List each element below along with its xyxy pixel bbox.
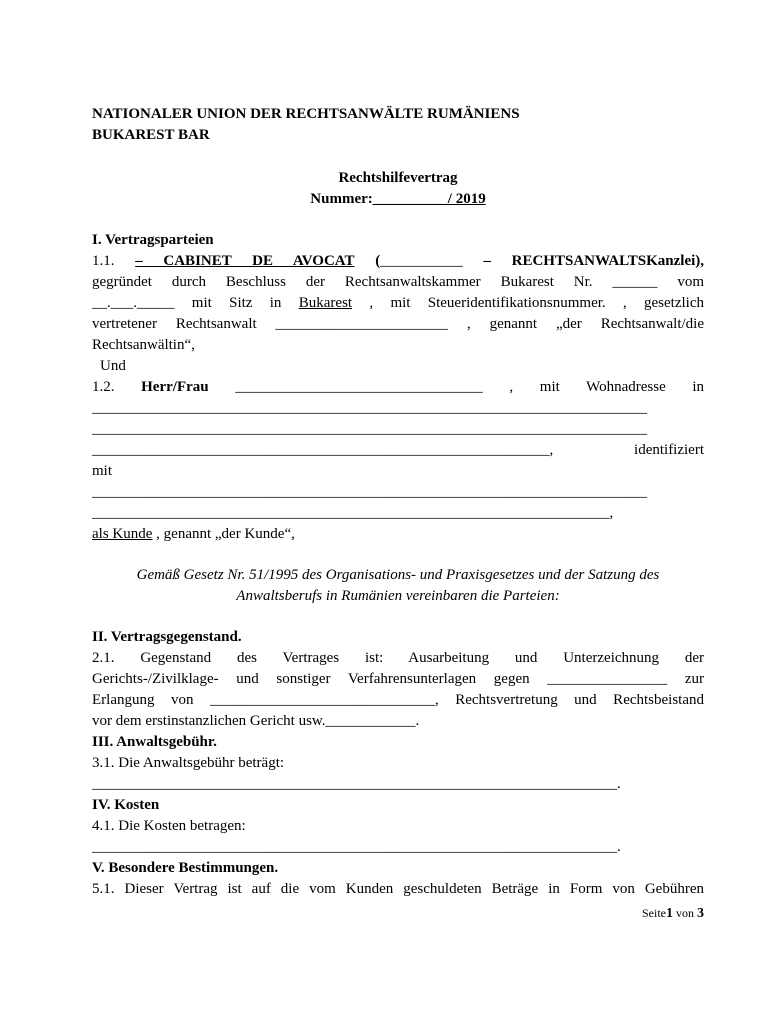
ident-blank-2: _____________________________________________________________________,: [92, 505, 614, 521]
fee-blank: ______________________________________________________________________.: [92, 776, 621, 792]
s2-line3: Erlangung von ______________________________, Rechtsvertretung und Rechtsbeistand: [92, 692, 704, 708]
page-footer: [92, 906, 704, 922]
mit-word: mit: [92, 463, 113, 479]
und-label: Und: [100, 358, 126, 374]
p11-line1: [92, 251, 704, 272]
cost-blank: ______________________________________________________________________.: [92, 839, 621, 855]
footer-page-total: 3: [697, 906, 704, 921]
footer-seite: Seite: [642, 906, 666, 920]
p11-line3: [92, 293, 704, 314]
p12-blank: _________________________________: [235, 379, 483, 395]
p11-open: (: [375, 253, 381, 269]
s5-line1: 5.1. Dieser Vertrag ist auf die vom Kunden geschuldeten Beträge in Form von Gebühren: [92, 881, 704, 897]
s3-line1: 3.1. Die Anwaltsgebühr beträgt:: [92, 755, 285, 771]
number-blank: __________: [372, 191, 448, 207]
preamble-line-1: Gemäß Gesetz Nr. 51/1995 des Organisations- und Praxisgesetzes und der Satzung des: [136, 567, 660, 583]
header-line-1: NATIONALER UNION DER RECHTSANWÄLTE RUMÄNIENS: [92, 106, 520, 122]
preamble-line-2: Anwaltsberufs in Rumänien vereinbaren die Parteien:: [236, 588, 560, 604]
ident-line: [92, 440, 704, 461]
document-page: [92, 104, 704, 900]
s2-line1: 2.1. Gegenstand des Vertrages ist: Ausarbeitung und Unterzeichnung der: [92, 650, 704, 666]
section3-heading: III. Anwaltsgebühr.: [92, 734, 217, 750]
s2-line4: vor dem erstinstanzlichen Gericht usw.____________.: [92, 713, 420, 729]
p12-line1: [92, 377, 704, 398]
number-year: / 2019: [447, 191, 486, 207]
section5-heading: V. Besondere Bestimmungen.: [92, 860, 279, 876]
s4-line1: 4.1. Die Kosten betragen:: [92, 818, 246, 834]
ident-blank-1: __________________________________________________________________________: [92, 484, 647, 500]
section4-heading: IV. Kosten: [92, 797, 160, 813]
s2-line2: Gerichts-/Zivilklage- und sonstiger Verfahrensunterlagen gegen ________________ zur: [92, 671, 704, 687]
p12-num: 1.2.: [92, 379, 115, 395]
ident-word: identifiziert: [634, 442, 704, 458]
contract-title: Rechtshilfevertrag: [338, 170, 458, 186]
p11-line5: Rechtsanwältin“,: [92, 337, 195, 353]
p11-city: Bukarest: [298, 295, 353, 311]
p11-num: 1.1.: [92, 253, 115, 269]
p11-line3b: , mit Steueridentifikationsnummer. , gesetzlich: [369, 295, 704, 311]
p12-herr: Herr/Frau: [141, 379, 209, 395]
p11-rest: – RECHTSANWALTSKanzlei),: [483, 253, 705, 269]
number-label: Nummer:: [310, 191, 373, 207]
footer-von: von: [676, 906, 694, 920]
kunde-rest: , genannt „der Kunde“,: [156, 526, 295, 542]
p11-line4: vertretener Rechtsanwalt _______________________ , genannt „der Rechtsanwalt/die: [92, 316, 704, 332]
kunde-label: als Kunde: [92, 526, 153, 542]
p11-line2: gegründet durch Beschluss der Rechtsanwaltskammer Bukarest Nr. ______ vom: [92, 274, 704, 290]
header-line-2: BUKAREST BAR: [92, 127, 210, 143]
p11-line3a: __.___._____ mit Sitz in: [92, 295, 282, 311]
kunde-line: [92, 524, 704, 545]
p11-blank: ___________: [380, 253, 463, 269]
address-blank-1: __________________________________________________________________________: [92, 400, 647, 416]
footer-page-number: 1: [666, 906, 673, 921]
section2-heading: II. Vertragsgegenstand.: [92, 629, 242, 645]
address-blank-2: __________________________________________________________________________: [92, 421, 647, 437]
ident-blank: _____________________________________________________________,: [92, 442, 554, 458]
p12-rest: , mit Wohnadresse in: [509, 379, 705, 395]
p11-cabinet: – CABINET DE AVOCAT: [135, 253, 355, 269]
section1-heading: I. Vertragsparteien: [92, 232, 214, 248]
contract-number: [92, 189, 704, 210]
